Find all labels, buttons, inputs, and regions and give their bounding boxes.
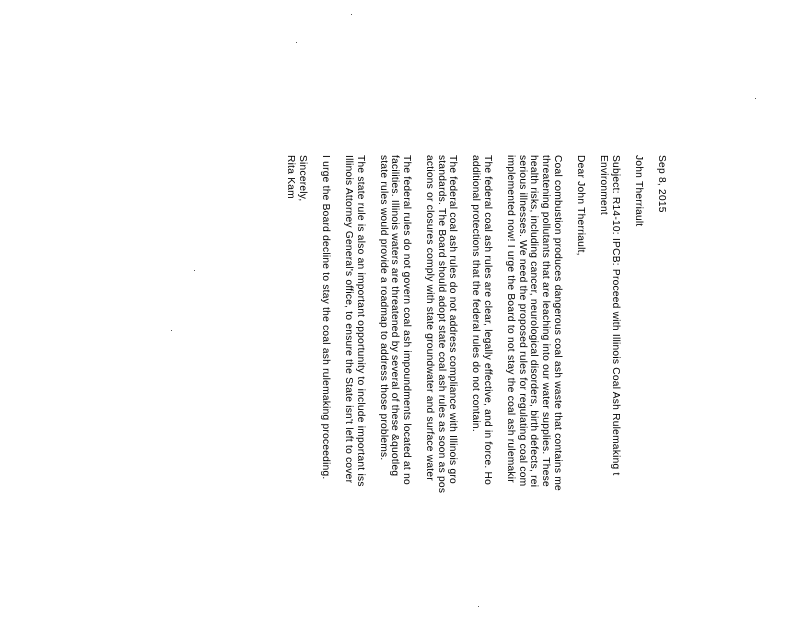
paragraph-line: The federal rules do not govern coal ash impoundments located at no [400, 155, 412, 485]
paragraph-line: The state rule is also an important opportunity to include important iss [354, 155, 366, 487]
paragraph-line: standards. The Board should adopt state coal ash rules as soon as pos [435, 155, 447, 494]
letter-recipient: John Therriault [632, 155, 644, 227]
scan-speck [171, 330, 172, 331]
paragraph-line: serious illnesses. We need the proposed rules for regulating coal com [516, 155, 528, 487]
scan-speck [296, 42, 297, 43]
letter-subject-line: Subject: R14-10: IPCB: Proceed with Illinois Coal Ash Rulemaking t [609, 155, 621, 476]
scan-speck [755, 98, 756, 99]
paragraph-line: I urge the Board decline to stay the coal ash rulemaking proceeding. [319, 155, 331, 480]
paragraph-line: The federal coal ash rules are clear, legally effective, and in force. Ho [482, 155, 494, 486]
letter-date: Sep 8, 2015 [656, 155, 667, 213]
letter-closing: Sincerely, [296, 155, 308, 202]
scan-speck [351, 14, 352, 15]
paragraph-line: health risks, including cancer, neurological disorders, birth defects, rei [528, 155, 540, 488]
letter-signature: Rita Kam [285, 155, 296, 199]
letter-salutation: Dear John Therriault, [574, 155, 586, 256]
paragraph-line: The federal coal ash rules do not address compliance with Illinois gro [447, 155, 459, 484]
paragraph-line: state rules would provide a roadmap to address those problems. [377, 155, 389, 461]
paragraph-line: facilities. Illinois waters are threatened by several of these &quotleg [389, 155, 401, 477]
scan-speck [194, 270, 195, 271]
paragraph-line: additional protections that the federal rules do not contain. [470, 155, 482, 432]
paragraph-line: implemented now! I urge the Board to not stay the coal ash rulemakir [505, 155, 517, 483]
paragraph-line: threatening pollutants that are leaching into our water supplies. These [540, 155, 552, 487]
paragraph-line: Coal combustion produces dangerous coal ash waste that contains me [551, 155, 563, 491]
paragraph-line: actions or closures comply with state groundwater and surface water [424, 155, 436, 481]
letter-body [284, 155, 667, 615]
paragraph-line: Illinois Attorney General's office, to ensure the State isn't left to cover [342, 155, 354, 484]
letter-subject-line: Environment [598, 155, 610, 215]
